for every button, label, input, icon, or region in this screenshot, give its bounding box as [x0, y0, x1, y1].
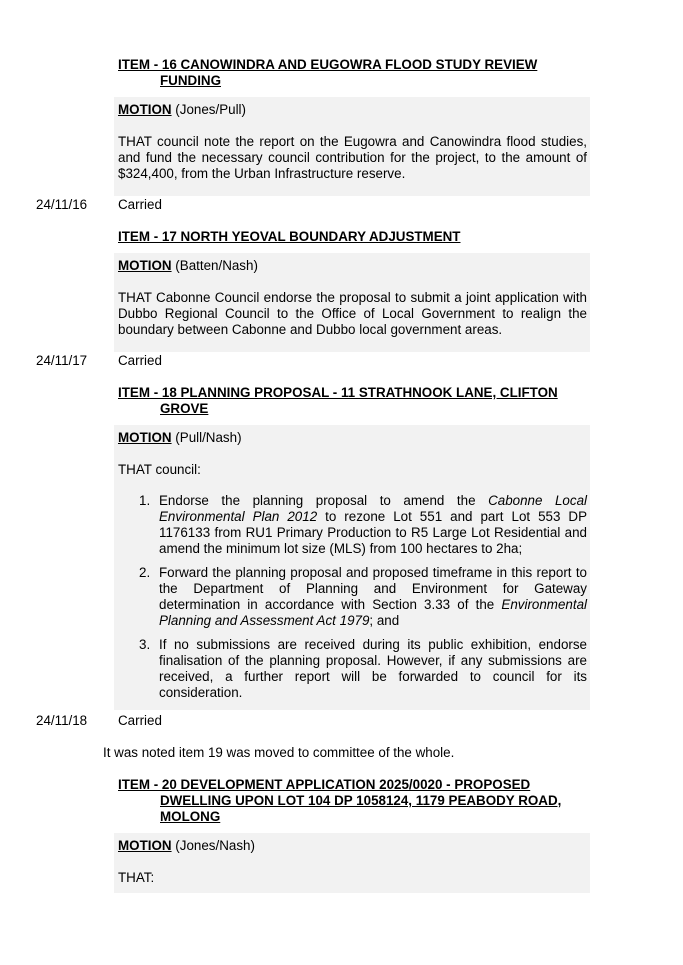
- heading-line: ITEM - 20 DEVELOPMENT APPLICATION 2025/0020 - PROPOSED: [118, 777, 531, 792]
- item-19-note: It was noted item 19 was moved to committee of the whole.: [103, 745, 455, 760]
- list-text: Endorse the planning proposal to amend the: [159, 493, 489, 508]
- motion-label: MOTION: [118, 838, 172, 853]
- item-17-motion: [118, 258, 258, 273]
- item-18-motion: [118, 430, 242, 445]
- item-20-resolution-intro: THAT:: [118, 870, 155, 885]
- heading-line: ITEM - 17 NORTH YEOVAL BOUNDARY ADJUSTMENT: [118, 229, 461, 244]
- item-17-heading: [118, 229, 588, 245]
- motion-movers: (Jones/Nash): [175, 838, 255, 853]
- heading-line: GROVE: [160, 401, 209, 416]
- heading-line: DWELLING UPON LOT 104 DP 1058124, 1179 PEABODY ROAD,: [160, 793, 562, 808]
- list-item: [118, 637, 587, 701]
- list-number: 1.: [139, 493, 151, 508]
- motion-movers: (Pull/Nash): [175, 430, 242, 445]
- list-italic: Environmental Planning and Assessment Act 1979: [159, 597, 587, 628]
- item-17-resolution: THAT Cabonne Council endorse the proposal to submit a joint application with Dubbo Regional Council to the Office of Local Government to realign the boundary between Cabonne and Dubbo local government areas.: [118, 290, 587, 337]
- item-16-heading: [118, 57, 588, 89]
- list-text: Forward the planning proposal and proposed timeframe in this report to the Department of Planning and Environment for Gateway determination in accordance with Section 3.33 of the: [159, 565, 587, 612]
- list-italic: Cabonne Local Environmental Plan 2012: [159, 493, 587, 524]
- resolution-number: 24/11/18: [36, 713, 88, 728]
- list-text: to rezone Lot 551 and part Lot 553 DP 1176133 from RU1 Primary Production to R5 Large Lot Residential and amend the minimum lot size (MLS) from 100 hectares to 2ha;: [159, 509, 588, 556]
- resolution-outcome: Carried: [118, 713, 162, 728]
- resolution-outcome: Carried: [118, 197, 162, 212]
- item-20-motion: [118, 838, 255, 853]
- heading-line: ITEM - 18 PLANNING PROPOSAL - 11 STRATHNOOK LANE, CLIFTON: [118, 385, 558, 400]
- resolution-outcome: Carried: [118, 353, 162, 368]
- item-20-heading: [118, 777, 588, 825]
- list-text: ; and: [369, 613, 400, 628]
- heading-line: FUNDING: [160, 73, 221, 88]
- heading-line: MOLONG: [160, 809, 221, 824]
- list-number: 2.: [139, 565, 151, 580]
- item-16-resolution: THAT council note the report on the Eugowra and Canowindra flood studies, and fund the necessary council contribution for the project, to the amount of $324,400, from the Urban Infrastructure reserve.: [118, 134, 587, 181]
- list-text: If no submissions are received during its public exhibition, endorse finalisation of the planning proposal. However, if any submissions are received, a further report will be forwarded to council for its consideration.: [159, 637, 587, 700]
- list-item: [118, 565, 587, 629]
- item-18-heading: [118, 385, 588, 417]
- list-item: [118, 493, 587, 557]
- motion-movers: (Batten/Nash): [175, 258, 258, 273]
- motion-label: MOTION: [118, 102, 172, 117]
- motion-movers: (Jones/Pull): [175, 102, 246, 117]
- resolution-number: 24/11/17: [36, 353, 88, 368]
- heading-line: ITEM - 16 CANOWINDRA AND EUGOWRA FLOOD STUDY REVIEW: [118, 57, 538, 72]
- motion-label: MOTION: [118, 430, 172, 445]
- item-18-resolution-intro: THAT council:: [118, 462, 201, 477]
- motion-label: MOTION: [118, 258, 172, 273]
- resolution-number: 24/11/16: [36, 197, 88, 212]
- item-16-motion: [118, 102, 246, 117]
- item-18-resolution-list: [118, 493, 587, 709]
- list-number: 3.: [139, 637, 151, 652]
